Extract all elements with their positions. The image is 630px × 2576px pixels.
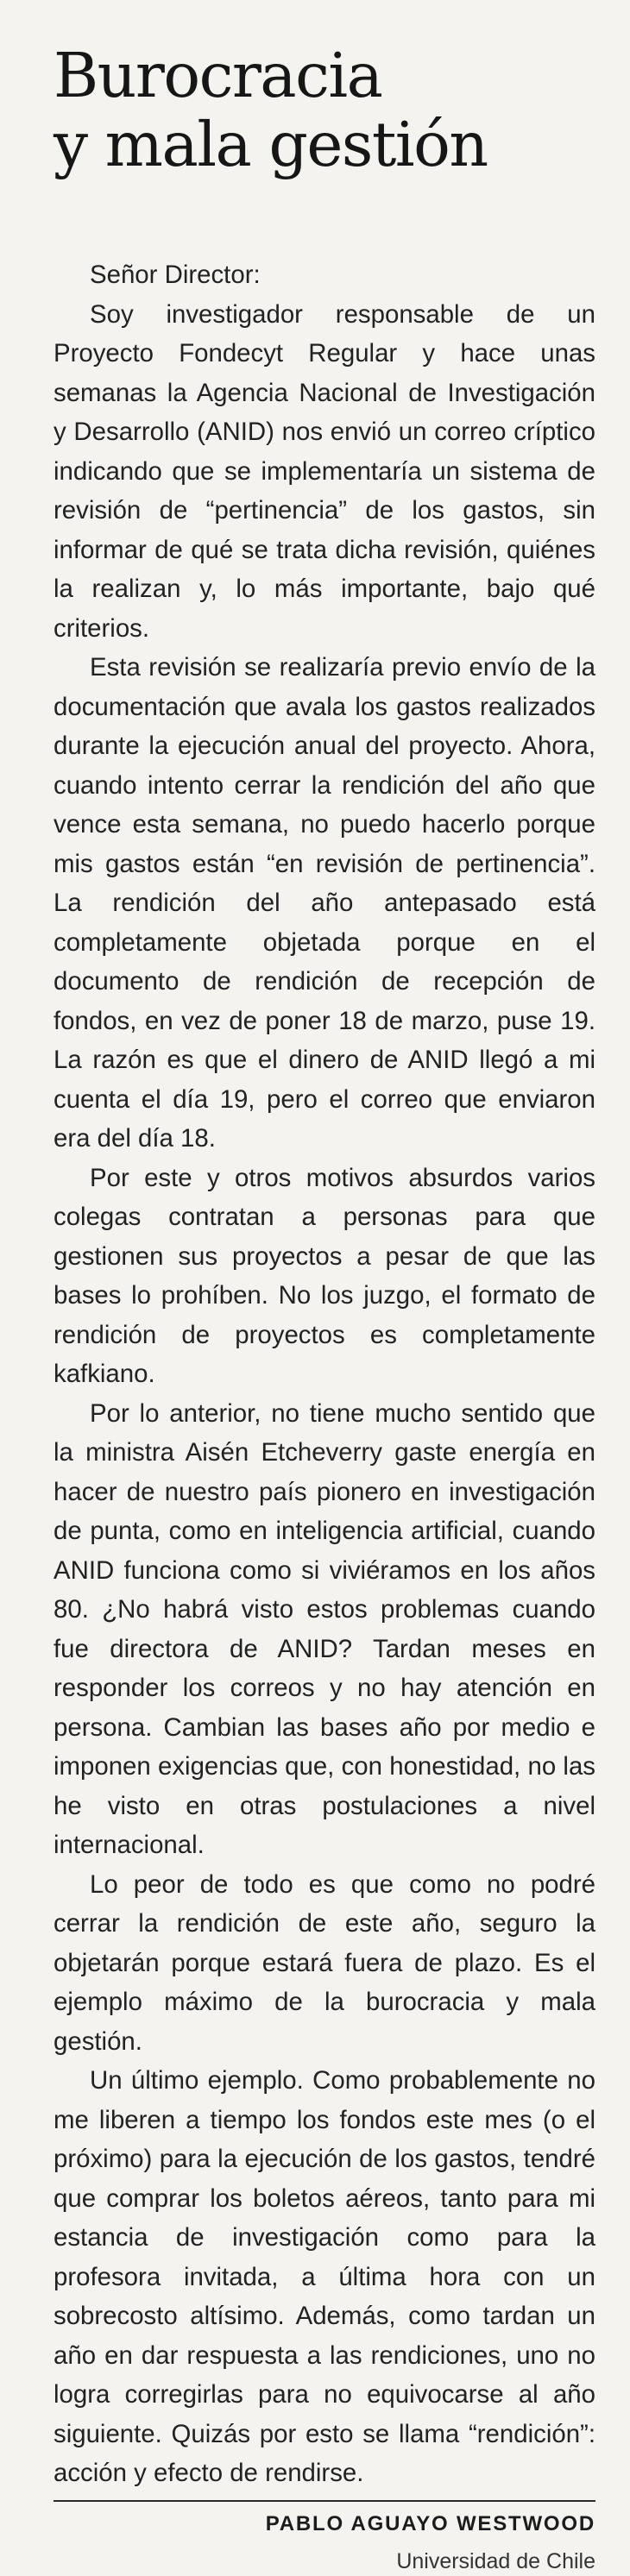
letter-body bbox=[54, 255, 595, 2493]
salutation: Señor Director: bbox=[90, 261, 261, 289]
signature-block bbox=[54, 2500, 595, 2576]
letter-to-editor bbox=[54, 41, 595, 2576]
paragraph-3: Por este y otros motivos absurdos varios colegas contratan a personas para que gestionen sus proyectos a pesar de que las bases lo prohíben. No los juzgo, el formato de rendición de proyectos es completamente kafkiano. bbox=[54, 1163, 595, 1388]
title-line-1: Burocracia bbox=[54, 40, 382, 111]
paragraph-2: Esta revisión se realizaría previo envío de la documentación que avala los gastos realizados durante la ejecución anual del proyecto. Ahora, cuando intento cerrar la rendición del año que vence esta semana, no puedo hacerlo porque mis gastos están “en revisión de pertinencia”. La rendición del año antepasado está completamente objetada porque en el documento de rendición de recepción de fondos, en vez de poner 18 de marzo, puse 19. La razón es que el dinero de ANID llegó a mi cuenta el día 19, pero el correo que enviaron era del día 18. bbox=[54, 653, 595, 1153]
title-line-2: y mala gestión bbox=[54, 109, 488, 180]
author-name: PABLO AGUAYO WESTWOOD bbox=[265, 2511, 595, 2535]
author-affiliation: Universidad de Chile bbox=[396, 2548, 595, 2573]
paragraph-1: Soy investigador responsable de un Proyecto Fondecyt Regular y hace unas semanas la Agencia Nacional de Investigación y Desarrollo (ANID) nos envió un correo críptico indicando que se implementaría un sistema de revisión de “pertinencia” de los gastos, sin informar de qué se trata dicha revisión, quiénes la realizan y, lo más importante, bajo qué criterios. bbox=[54, 299, 595, 643]
paragraph-5: Lo peor de todo es que como no podré cerrar la rendición de este año, seguro la objetarán porque estará fuera de plazo. Es el ejemplo máximo de la burocracia y mala gestión. bbox=[54, 1869, 595, 2056]
paragraph-6: Un último ejemplo. Como probablemente no me liberen a tiempo los fondos este mes (o el próximo) para la ejecución de los gastos, tendré que comprar los boletos aéreos, tanto para mi estancia de investigación como para la profesora invitada, a última hora con un sobrecosto altísimo. Además, como tardan un año en dar respuesta a las rendiciones, uno no logra corregirlas para no equivocarse al año siguiente. Quizás por esto se llama “rendición”: acción y efecto de rendirse. bbox=[54, 2066, 595, 2487]
letter-title bbox=[54, 41, 595, 179]
paragraph-4: Por lo anterior, no tiene mucho sentido que la ministra Aisén Etcheverry gaste energía en hacer de nuestro país pionero en investigación de punta, como en inteligencia artificial, cuando ANID funciona como si viviéramos en los años 80. ¿No habrá visto estos problemas cuando fue directora de ANID? Tardan meses en responder los correos y no hay atención en persona. Cambian las bases año por medio e imponen exigencias que, con honestidad, no las he visto en otras postulaciones a nivel internacional. bbox=[54, 1398, 595, 1859]
